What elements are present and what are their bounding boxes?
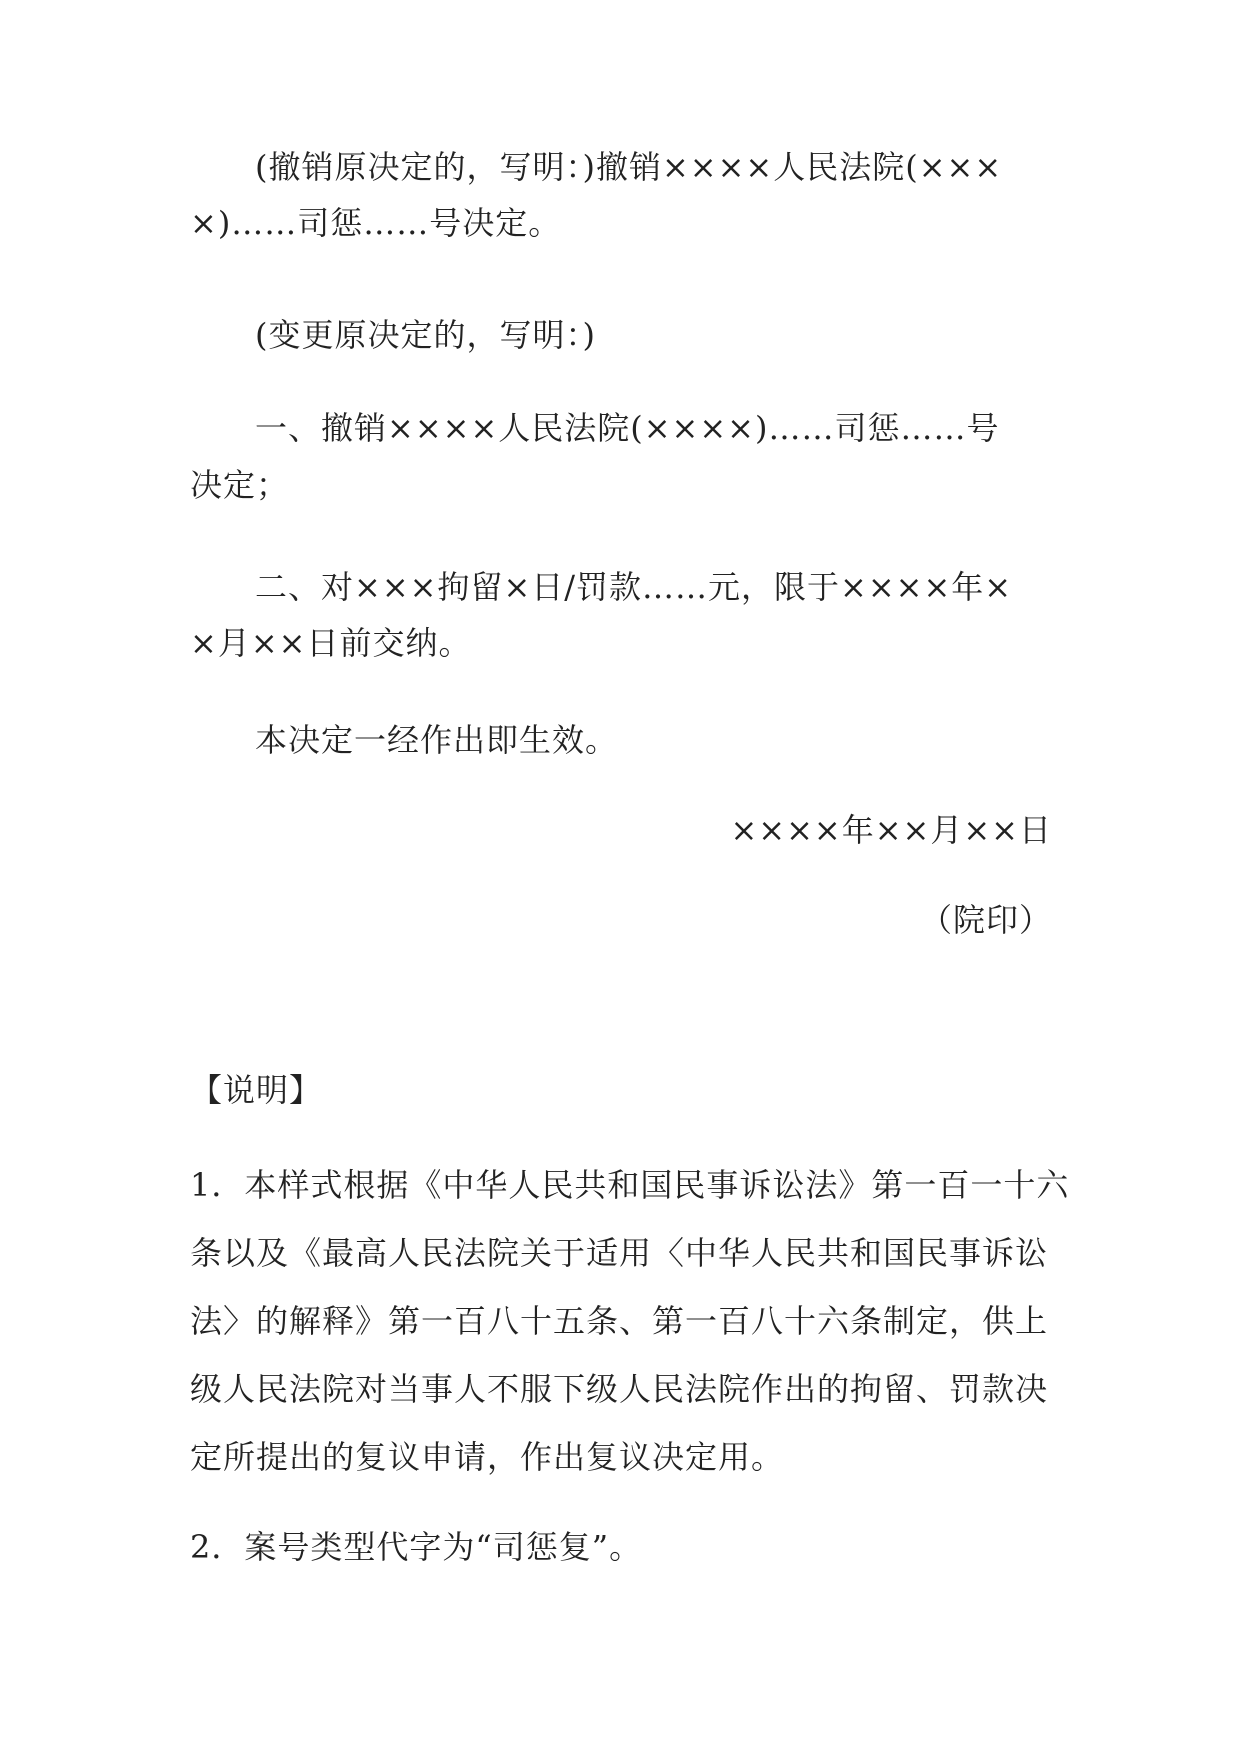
revoke-line-2: ×)……司惩……号决定。 — [190, 204, 562, 242]
note-1-line-1: 1．本样式根据《中华人民共和国民事诉讼法》第一百一十六 — [190, 1166, 1070, 1204]
revoke-line-1: (撤销原决定的，写明：)撤销××××人民法院(××× — [255, 148, 1003, 186]
note-1-line-4: 级人民法院对当事人不服下级人民法院作出的拘留、罚款决 — [190, 1370, 1049, 1408]
effect-statement: 本决定一经作出即生效。 — [255, 721, 619, 759]
item-2-line-1: 二、对×××拘留×日/罚款……元，限于××××年× — [255, 568, 1013, 606]
item-2-line-2: ×月××日前交纳。 — [190, 624, 472, 662]
item-1-line-2: 决定； — [190, 466, 290, 504]
notes-heading: 【说明】 — [190, 1071, 323, 1109]
note-1-line-2: 条以及《最高人民法院关于适用〈中华人民共和国民事诉讼 — [190, 1234, 1049, 1272]
note-1-line-5: 定所提出的复议申请，作出复议决定用。 — [190, 1438, 785, 1476]
decision-date: ××××年××月××日 — [730, 811, 1052, 849]
note-1-line-3: 法〉的解释》第一百八十五条、第一百八十六条制定，供上 — [190, 1302, 1049, 1340]
item-1-line-1: 一、撤销××××人民法院(××××)……司惩……号 — [255, 409, 1000, 447]
change-heading: (变更原决定的，写明：) — [255, 316, 596, 354]
court-seal: （院印） — [919, 901, 1052, 939]
note-2: 2．案号类型代字为“司惩复”。 — [190, 1528, 643, 1566]
